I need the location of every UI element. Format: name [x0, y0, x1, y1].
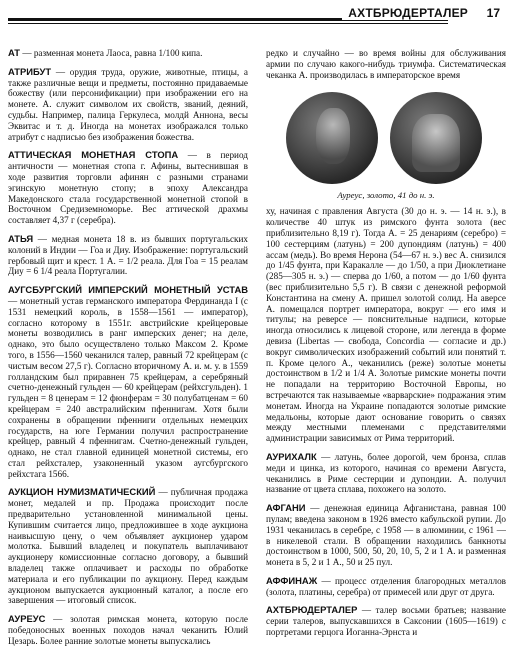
entry-term: АТ	[8, 47, 21, 58]
page-header	[8, 4, 508, 40]
entry-text: — талер восьми братьев; название серии талеров, выпускавшихся в Саксонии (1605—1619) с портретами герцога Иоганна-Эрнста и	[266, 605, 506, 638]
right-column	[266, 48, 506, 646]
header-rule-thin	[8, 23, 448, 24]
entry-term: АТЬЯ	[8, 232, 34, 244]
entry-term: АУРИХАЛК	[266, 450, 317, 462]
entry-affinazh	[266, 576, 506, 598]
entry-term: АУРЕУС	[8, 613, 46, 625]
entry-text: — монетный устав германского императора Фердинанда I (с 1531 немецкий король, в 1558—1561 — император), согласно которому в 1551г. австрийские крейцеровые монеты возводились в ранг имперских денег; на деле, однако, это было осуществлено только Максом 2. Кроме того, в 1556—1560 чеканился талер, равный 72 крейцерам (с чистым весом 27,5 г). Согласно вторичному А. и. м. у. в 1559 голландским был приравнен 75 крейцерам, а серебряный счетно-денежный гульден — 60 крейцерам (рейхсгульден). 1 гульден = 8 ценерам = 12 фюнферам = 30 полубатценам = 60 крейцерам = 240 австралийским пфеннигам. Хотя были сохранены в обращении пфенниги отдельных немецких государств, на юге Германии получил распространение крейцер, равный 4 пфеннигам. Счетно-денежный гульден, однако, не стал главной единицей монетной системы, его стал рейхсталер, узаконенный указом аугсбургского рейхстага 1566.	[8, 295, 248, 479]
entry-aureus-continued	[266, 206, 506, 444]
entry-auktsion	[8, 487, 248, 606]
entry-aurikhalk	[266, 452, 506, 495]
entry-term: АУГСБУРГСКИЙ ИМПЕРСКИЙ МОНЕТНЫЙ УСТАВ	[8, 284, 248, 296]
entry-atticheskaya-stopa	[8, 150, 248, 226]
entry-akhtbrudertaler	[266, 605, 506, 637]
entry-at	[8, 48, 248, 59]
entry-term: АФГАНИ	[266, 502, 306, 514]
entry-text: — золотая римская монета, которую после победоносных военных походов начал чеканить Юлий Цезарь. Более ранние золотые монеты выпускались	[8, 614, 248, 646]
entry-atya	[8, 234, 248, 277]
entry-text: — денежная единица Афганистана, равная 100 пулам; введена законом в 1926 вместо кабульской рупии. До 1931 чеканилась в серебре, с 1958 — в алюминии, с 1961 — в никелевой стали. В обращении находились банкноты достоинством в 1000, 500, 50, 20, 10, 5, 2 и 1 А. и разменная монета в 5, 2 и 1 А., 50 и 25 пул.	[266, 503, 506, 568]
page-number: 17	[486, 6, 500, 20]
entry-text: — медная монета 18 в. из бывших португальских колоний в Индии — Гоа и Диу. Изображение: португальский гербовый щит и крест. 1 А. = 1/2 реала. Для Гоа = 15 реалам Диу = 6 1/4 реала Португалии.	[8, 233, 248, 277]
right-intro: редко и случайно — во время войны для обслуживания армии по случаю какого-нибудь триумфа. Систематическая чеканка А. производилась в императорское время	[266, 48, 506, 80]
entry-text: — публичная продажа монет, медалей и пр. Продажа происходит после предварительно установленной минимальной цены. Купившим считается лицо, предложившее в ходе аукциона наивысшую цену, о чем объявляет аукционер ударом молотка. Бывший владелец и покупатель выплачивают аукционеру комиссионные согласно договору, а бывший владелец также оплачивает и расходы по обработке материала и его публикации по аукциону. Перед каждым аукционом выпускается аукционный каталог, а после его завершения — итоговый список.	[8, 487, 248, 606]
entry-aureus	[8, 614, 248, 646]
aureus-figure	[266, 88, 506, 206]
entry-afgani	[266, 503, 506, 568]
entry-text: ху, начиная с правления Августа (30 до н. э. — 14 н. э.), в количестве 40 штук из римского фунта золота (вес приблизительно 8,19 г). Тогда А. = 25 денариям (серебро) = 100 сестерциям (латунь) = 200 дупондиям (латунь) = 400 ассам (медь). Во время Нерона (54—67 н. э.) вес А. снизился до 1/45 фунта, при Каракалле — до 1/50, а при Диоклетиане (285—305 н. э.) — сперва до 1/60, а потом — до 1/60 фунта (вес приблизительно 5,5 г). В связи с денежной реформой Константина на смену А. пришел золотой солид. На аверсе А. помещался портрет императора, вокруг — его имя и титулы; на реверсе — пояснительные надписи, которые иногда относились к лицевой стороне, или легенда в форме девиза (Libertas — свобода, Concordia — согласие и др.) вокруг символических изображений событий или понятий т. п. Кроме целого А., чеканились (реже) золотые монеты достоинством в 1/2 и 1/4 А. Золотые римские монеты почти не попадали на территорию Восточной Европы, но встречаются так называемые «варварские» подражания этим монетам. Иногда на Украине попадаются золотые римские медальоны, которые дают основание говорить о связях между местными племенами с представителями администрации зависимых от Рима территорий.	[266, 206, 506, 444]
entry-text: — орудия труда, оружие, животные, птицы, а также различные вещи и предметы, постоянно придаваемые божеству (или персонификации) при изображении его на монете. А. служит символом их свойств, званий, деяний, судьбы. Например, палица Геркулеса, молдй Аннона, весы Эквитас и т. д. Иногда на монетах изображался только атрибут с надписью без изображения божества.	[8, 66, 248, 142]
coin-figure	[412, 114, 460, 172]
entry-atribut	[8, 67, 248, 143]
figure-caption: Ауреус, золото, 41 до н. э.	[337, 190, 435, 201]
entry-term: АТТИЧЕСКАЯ МОНЕТНАЯ СТОПА	[8, 149, 179, 161]
entry-text: — латунь, более дорогой, чем бронза, сплав меди и цинка, из которого, начиная со времени Августа, чеканились в Риме сестерции и дупондии. А. получил название от цвета сплава, похожего на золото.	[266, 451, 506, 495]
coin-portrait	[316, 108, 350, 164]
entry-term: АХТБРЮДЕРТАЛЕР	[266, 604, 358, 616]
coin-reverse-image	[390, 92, 482, 184]
entry-term: АУКЦИОН НУМИЗМАТИЧЕСКИЙ	[8, 486, 156, 498]
entry-term: АТРИБУТ	[8, 65, 52, 77]
entry-term: АФФИНАЖ	[266, 574, 318, 586]
left-column	[8, 48, 248, 655]
entry-augsburg-ustav	[8, 285, 248, 479]
entry-text: — процесс отделения благородных металлов (золота, платины, серебра) от примесей или друг от друга.	[266, 575, 506, 597]
entry-text: — разменная монета Лаоса, равна 1/100 кипа.	[20, 48, 203, 58]
entry-text: — в период античности — монетная стопа г. Афины, вытеснившая в ходе развития торговли афинян с разными странами эгинскую монетную стопу; в эпоху Александра Македонского стала государственной монетной стопой в Восточном Средиземноморье. Вес аттической драхмы составляет 4,37 г (серебра).	[8, 150, 248, 226]
running-title: АХТБРЮДЕРТАЛЕР	[342, 6, 468, 20]
coin-obverse-image	[286, 92, 378, 184]
